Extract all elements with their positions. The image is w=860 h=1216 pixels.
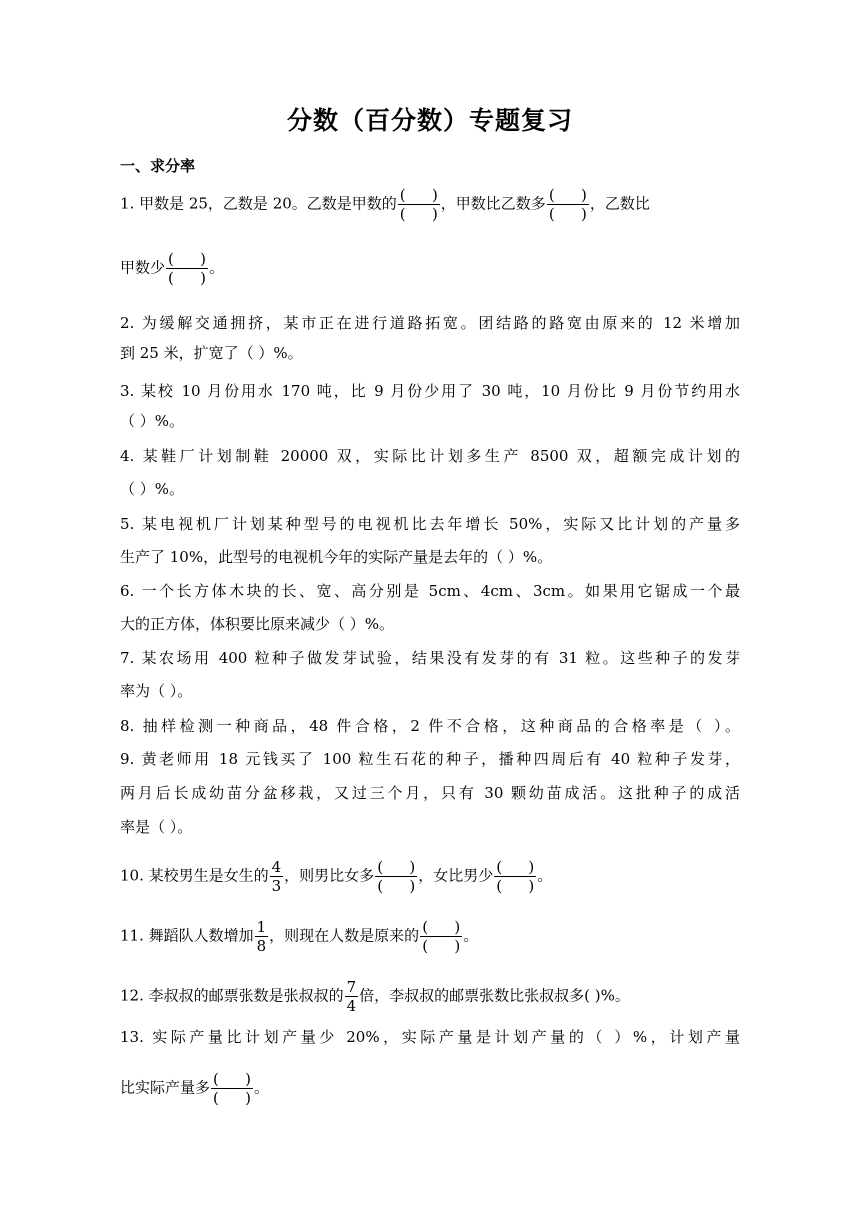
fraction-blank[interactable]: ( ) ( ) xyxy=(168,250,207,287)
question-11: 11. 舞蹈队人数增加 $\frac{1}{8}$ ，则现在人数是原来的 ( ) ( ) 。 xyxy=(120,918,479,955)
fraction-blank[interactable]: ( ) ( ) xyxy=(213,1070,252,1107)
fraction-blank[interactable]: ( ) ( ) xyxy=(548,186,587,223)
fraction-four-thirds: $\frac{4}{3}$ xyxy=(271,858,282,895)
fraction-seven-fourths: $\frac{7}{4}$ xyxy=(346,978,357,1015)
fraction-blank[interactable]: ( ) ( ) xyxy=(399,186,438,223)
question-4-line-1: 4. 某鞋厂计划制鞋 20000 双，实际比计划多生产 8500 双，超额完成计划的 xyxy=(120,447,740,465)
fraction-one-eighth: $\frac{1}{8}$ xyxy=(256,918,267,955)
section-heading: 一、求分率 xyxy=(120,157,196,175)
question-3-line-2: （ ）%。 xyxy=(120,412,185,430)
question-4-line-2: （ ）%。 xyxy=(120,480,185,498)
question-9-line-3: 率是（ ）。 xyxy=(120,818,193,836)
question-3-line-1: 3. 某校 10 月份用水 170 吨，比 9 月份少用了 30 吨，10 月份比 9 月份节约用水 xyxy=(120,382,740,400)
question-1-line-1: 1. 甲数是 25，乙数是 20。乙数是甲数的 ( ) ( ) ，甲数比乙数多 ( ) ( ) ，乙数比 xyxy=(120,186,650,223)
fraction-blank[interactable]: ( ) ( ) xyxy=(496,858,535,895)
question-9-line-2: 两月后长成幼苗分盆移栽，又过三个月，只有 30 颗幼苗成活。这批种子的成活 xyxy=(120,784,740,802)
question-6-line-1: 6. 一个长方体木块的长、宽、高分别是 5cm、4cm、3cm。如果用它锯成一个最 xyxy=(120,582,740,600)
question-13-line-1: 13. 实际产量比计划产量少 20%，实际产量是计划产量的（ ）%，计划产量 xyxy=(120,1028,740,1046)
question-12: 12. 李叔叔的邮票张数是张叔叔的 $\frac{7}{4}$ 倍，李叔叔的邮票张数比张叔叔多( )%。 xyxy=(120,978,630,1015)
question-13-line-2: 比实际产量多 ( ) ( ) 。 xyxy=(120,1070,270,1107)
question-1-line-2: 甲数少 ( ) ( ) 。 xyxy=(120,250,225,287)
question-2-line-2: 到 25 米，扩宽了（ ）%。 xyxy=(120,344,303,362)
question-6-line-2: 大的正方体，体积要比原来减少（ ）%。 xyxy=(120,615,395,633)
question-2-line-1: 2. 为缓解交通拥挤，某市正在进行道路拓宽。团结路的路宽由原来的 12 米增加 xyxy=(120,314,740,332)
question-5-line-1: 5. 某电视机厂计划某种型号的电视机比去年增长 50%，实际又比计划的产量多 xyxy=(120,515,740,533)
question-7-line-2: 率为（ ）。 xyxy=(120,682,193,700)
fraction-blank[interactable]: ( ) ( ) xyxy=(422,918,461,955)
question-7-line-1: 7. 某农场用 400 粒种子做发芽试验，结果没有发芽的有 31 粒。这些种子的发芽 xyxy=(120,649,740,667)
fraction-blank[interactable]: ( ) ( ) xyxy=(377,858,416,895)
question-10: 10. 某校男生是女生的 $\frac{4}{3}$ ，则男比女多 ( ) ( ) ，女比男少 ( ) ( ) 。 xyxy=(120,858,553,895)
question-8-line-1: 8. 抽样检测一种商品，48 件合格，2 件不合格，这种商品的合格率是（ ）。 xyxy=(120,717,740,735)
page-title: 分数（百分数）专题复习 xyxy=(286,106,573,135)
question-5-line-2: 生产了 10%，此型号的电视机今年的实际产量是去年的（ ）%。 xyxy=(120,548,553,566)
question-9-line-1: 9. 黄老师用 18 元钱买了 100 粒生石花的种子，播种四周后有 40 粒种子发芽， xyxy=(120,750,740,768)
